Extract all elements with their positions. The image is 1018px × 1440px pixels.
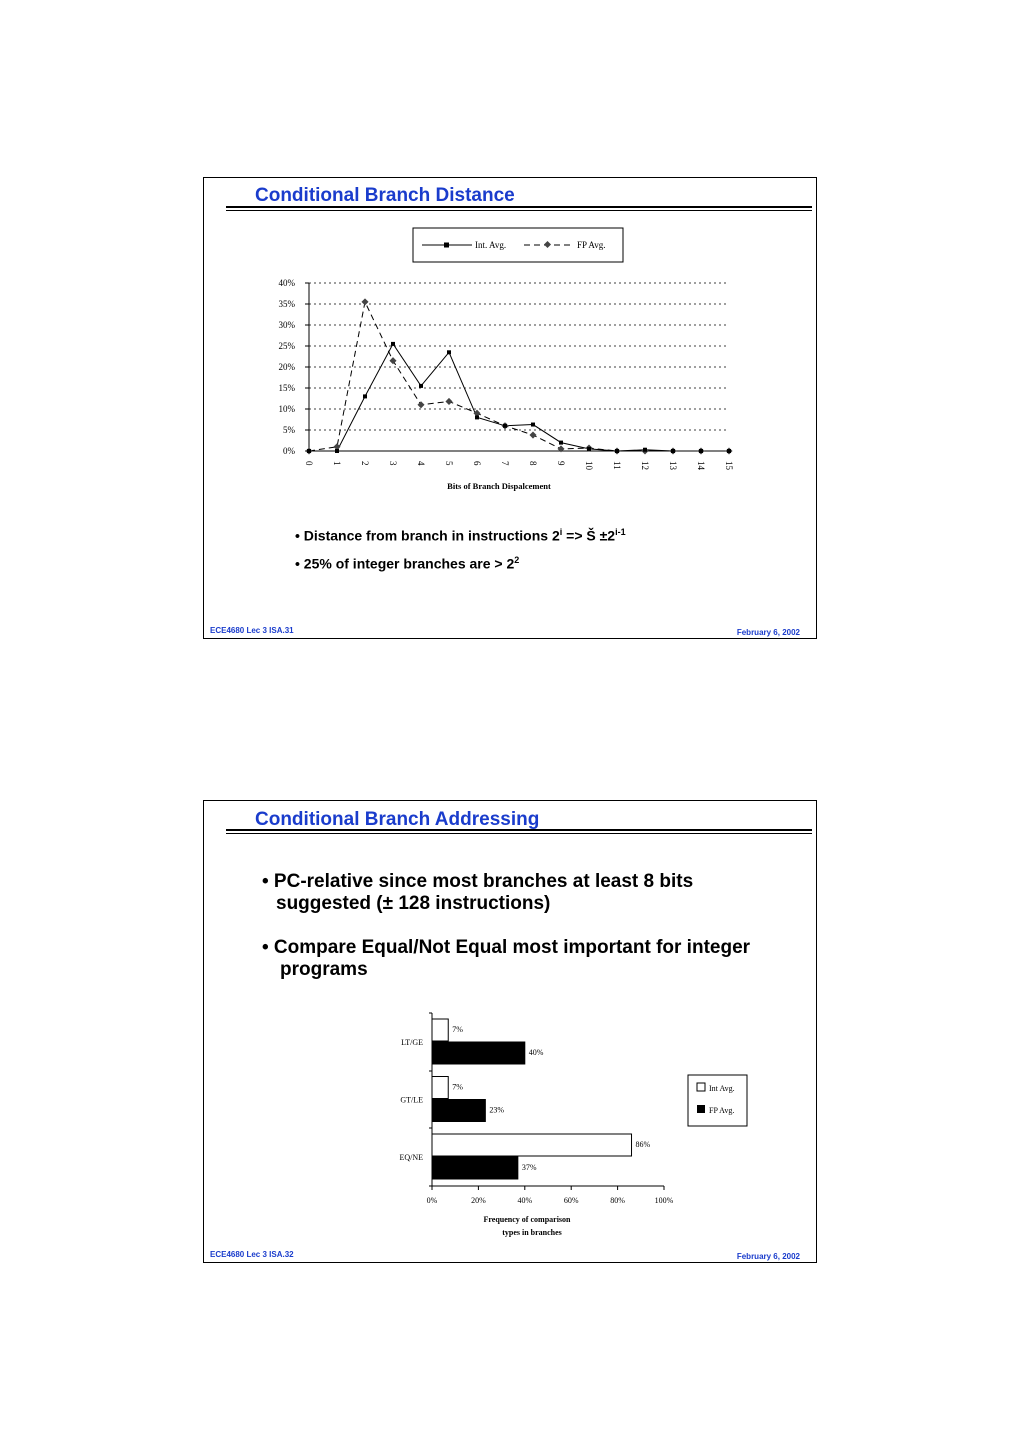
footer-right: February 6, 2002	[736, 628, 800, 637]
data-point-int	[391, 342, 395, 346]
slide-title: Conditional Branch Addressing	[255, 809, 540, 830]
bullet-text: => Š ±2	[562, 527, 616, 544]
bar-chart	[204, 1001, 816, 1251]
bullet-text: Distance from branch in instructions 2	[303, 527, 560, 544]
y-tick-label: 20%	[278, 362, 295, 372]
data-point-fp	[445, 398, 452, 405]
data-point-int	[307, 449, 311, 453]
bar-value-label: 7%	[452, 1025, 463, 1034]
x-tick-label: 11	[612, 461, 622, 470]
data-point-fp	[529, 432, 536, 439]
x-axis-label: types in branches	[502, 1228, 562, 1237]
x-tick-label: 8	[528, 461, 538, 466]
bar-fp	[432, 1042, 525, 1064]
series-line-int	[309, 344, 729, 451]
legend-swatch-int	[697, 1083, 705, 1091]
x-tick-label: 10	[584, 461, 594, 470]
x-tick-label: 12	[640, 461, 650, 470]
bullet-text: • Compare Equal/Not Equal most important for integer	[262, 937, 751, 958]
x-tick-label: 14	[696, 461, 706, 470]
y-tick-label: 10%	[278, 404, 295, 414]
y-tick-label: 0%	[283, 446, 295, 456]
x-tick-label: 60%	[563, 1196, 579, 1205]
bullet-text: suggested (± 128 instructions)	[276, 893, 551, 914]
superscript: i-1	[615, 527, 626, 537]
x-tick-label: 40%	[517, 1196, 533, 1205]
x-tick-label: 2	[360, 461, 370, 466]
data-point-int	[727, 449, 731, 453]
bar-int	[432, 1134, 632, 1156]
bar-value-label: 7%	[452, 1082, 463, 1092]
legend-swatch-fp	[697, 1105, 705, 1113]
slide-31	[203, 177, 817, 639]
category-label: LT/GE	[401, 1038, 423, 1047]
data-point-fp	[389, 357, 396, 364]
bar-int	[432, 1077, 448, 1099]
x-tick-label: 80%	[610, 1196, 625, 1205]
x-tick-label: 6	[472, 461, 482, 466]
data-point-int	[419, 384, 423, 388]
bar-value-label: 86%	[635, 1140, 651, 1149]
y-tick-label: 40%	[278, 278, 295, 288]
y-tick-label: 25%	[278, 341, 295, 351]
data-point-fp	[417, 401, 424, 408]
footer-left: ECE4680 Lec 3 ISA.32	[210, 1250, 294, 1259]
data-point-int	[447, 350, 451, 354]
x-tick-label: 13	[668, 461, 678, 470]
data-point-int	[335, 449, 339, 453]
data-point-int	[587, 447, 591, 451]
x-tick-label: 3	[388, 461, 398, 466]
bullet-2: • 25% of integer branches are > $2^2$	[295, 555, 520, 572]
legend-marker-int	[444, 243, 449, 248]
legend-label: FP Avg.	[709, 1106, 735, 1115]
data-point-int	[503, 424, 507, 428]
footer-right: February 6, 2002	[736, 1252, 800, 1261]
x-tick-label: 5	[444, 461, 454, 466]
legend-label: FP Avg.	[577, 240, 606, 250]
slide-title: Conditional Branch Distance	[255, 185, 515, 206]
y-tick-label: 30%	[278, 320, 295, 330]
data-point-int	[559, 441, 563, 445]
x-tick-label: 0%	[426, 1196, 438, 1205]
bullet-text: • PC-relative since most branches at least 8 bits	[262, 871, 694, 892]
data-point-int	[475, 415, 479, 419]
bullet-1: • Distance from branch in instructions $2^i$ => Š $\pm 2^{i-1}$	[295, 527, 626, 544]
slide-32	[203, 800, 817, 1263]
bar-value-label: 37%	[521, 1163, 537, 1172]
bar-fp	[432, 1157, 518, 1179]
legend-label: Int. Avg.	[475, 240, 507, 250]
bar-int	[432, 1019, 448, 1041]
x-tick-label: 4	[416, 461, 426, 466]
x-tick-label: 9	[556, 461, 566, 466]
x-tick-label: 20%	[471, 1196, 486, 1205]
y-tick-label: 15%	[278, 383, 295, 393]
data-point-int	[671, 449, 675, 453]
bullet-text: programs	[280, 959, 368, 980]
bar-value-label: 23%	[489, 1105, 505, 1115]
x-tick-label: 100%	[654, 1196, 674, 1205]
x-axis-label: Bits of Branch Dispalcement	[447, 481, 551, 491]
bar-value-label: 40%	[528, 1048, 544, 1057]
category-label: EQ/NE	[399, 1153, 423, 1162]
data-point-int	[363, 394, 367, 398]
x-tick-label: 15	[724, 461, 734, 470]
bullet-2	[262, 937, 750, 981]
title-rule	[226, 829, 812, 834]
superscript: 2	[514, 555, 520, 565]
data-point-fp	[361, 298, 368, 305]
title-rule	[226, 206, 812, 211]
x-tick-label: 7	[500, 461, 510, 466]
series-line-fp	[309, 302, 729, 451]
data-point-int	[615, 449, 619, 453]
data-point-int	[699, 449, 703, 453]
data-point-int	[531, 423, 535, 427]
legend-label: Int Avg.	[709, 1084, 735, 1093]
footer-left: ECE4680 Lec 3 ISA.31	[210, 626, 294, 635]
category-label: GT/LE	[400, 1095, 423, 1105]
data-point-int	[643, 448, 647, 452]
y-tick-label: 35%	[278, 299, 295, 309]
bar-fp	[432, 1100, 485, 1122]
superscript: i	[559, 527, 563, 537]
line-chart	[204, 223, 816, 543]
x-axis-label: Frequency of comparison	[483, 1215, 571, 1224]
x-tick-label: 1	[332, 461, 342, 466]
bullet-text: 25% of integer branches are > 2	[303, 555, 515, 572]
bullet-1	[262, 871, 693, 915]
x-tick-label: 0	[304, 461, 314, 466]
y-tick-label: 5%	[283, 425, 295, 435]
